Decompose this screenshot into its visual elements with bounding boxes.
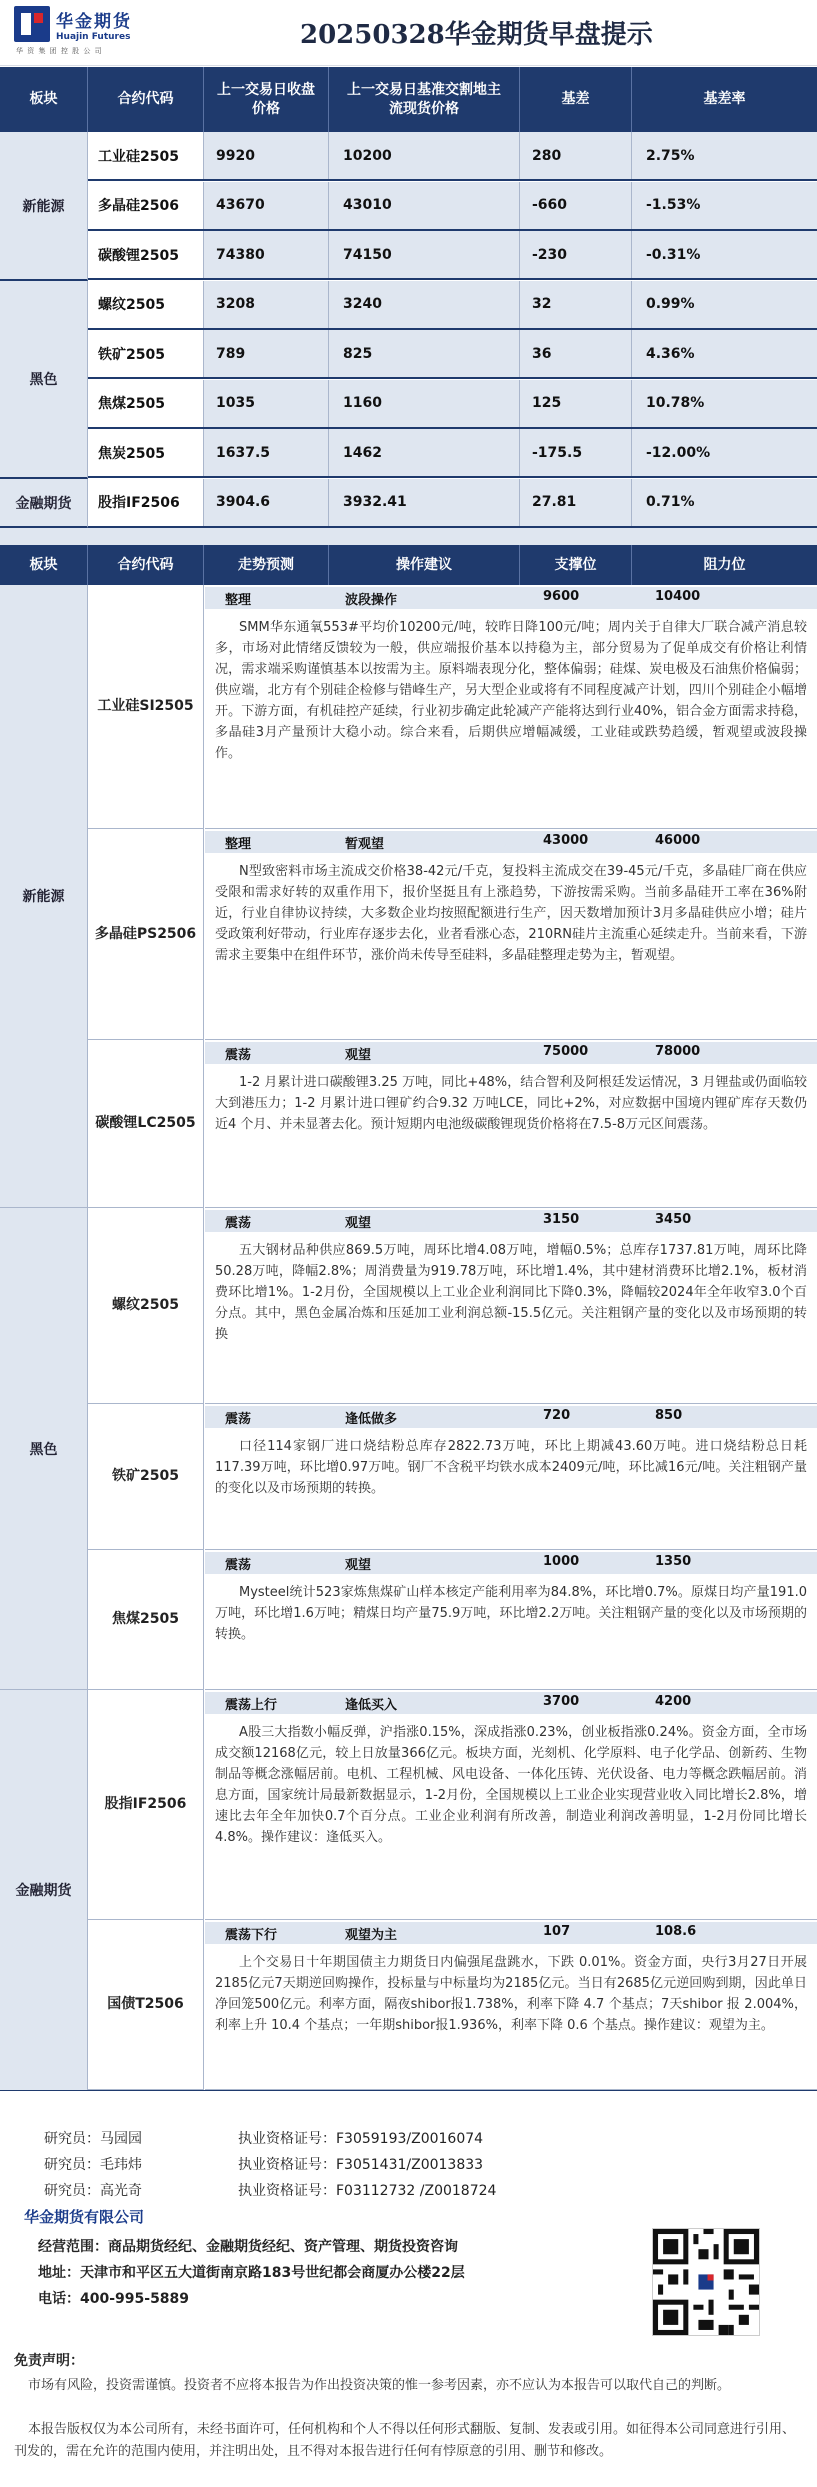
product-label <box>88 1920 204 2090</box>
resistance-level: 10400 <box>655 589 701 604</box>
operation-advice: 观望为主 <box>345 1928 398 1943</box>
disclaimer-risk: 市场有风险，投资需谨慎。投资者不应将本报告为作出投资决策的惟一参考因素，亦不应认为本报告可以取代自己的判断。 <box>28 2378 731 2393</box>
resistance-level: 46000 <box>655 833 701 848</box>
contract-code: 铁矿2505 <box>88 330 204 377</box>
basis-rate: 4.36% <box>646 345 695 362</box>
header-code: 合约代码 <box>88 67 204 132</box>
footer-company: 华金期货有限公司 <box>24 2208 145 2226</box>
basis-value: -175.5 <box>520 429 632 476</box>
group-new-energy: 新能源 <box>0 132 88 281</box>
operation-advice: 逢低做多 <box>345 1412 398 1427</box>
support-level: 3700 <box>543 1694 580 1709</box>
spot-price: 1160 <box>329 380 520 427</box>
product-label <box>88 585 204 829</box>
basis-rate: -12.00% <box>646 444 711 461</box>
basis-table-row <box>88 479 817 528</box>
row-divider <box>205 1403 817 1404</box>
support-level: 3150 <box>543 1212 580 1227</box>
basis-rate: 2.75% <box>646 147 695 164</box>
product-code: LC2505 <box>137 1115 196 1131</box>
trend-forecast: 震荡 <box>225 1048 252 1063</box>
support-level: 720 <box>543 1408 571 1423</box>
row-divider <box>205 1549 817 1550</box>
product-name: 股指IF2506 <box>104 1796 187 1812</box>
researcher-3-cert: 执业资格证号：F03112732 /Z0018724 <box>238 2183 497 2199</box>
trend-forecast: 整理 <box>225 593 252 608</box>
forecast-bar <box>205 831 817 853</box>
header-spot: 上一交易日基准交割地主流现货价格 <box>329 67 520 132</box>
basis-value: -660 <box>520 182 632 229</box>
product-name: 螺纹2505 <box>112 1297 179 1313</box>
group-ferrous: 黑色 <box>0 281 88 479</box>
spot-price: 3932.41 <box>329 479 520 526</box>
forecast-bar <box>205 1692 817 1714</box>
row-divider <box>205 1207 817 1208</box>
product-code: SI2505 <box>139 698 194 714</box>
company-name-cn: 华金期货 <box>56 11 132 32</box>
product-label <box>88 829 204 1040</box>
analysis-text: N型致密料市场主流成交价格38-42元/千克，复投料主流成交在39-45元/千克，多晶硅厂商在供应受限和需求好转的双重作用下，报价坚挺且有上涨趋势，下游按需采购。当前多晶硅开工率在36%附近，行业自律协议持续，大多数企业均按照配额进行生产，因天数增加预计3月多晶硅供应小增；硅片受政策利好带动，行业库存逐步去化，业者看涨心态，210RN硅片主流重心延续走升。当前来看，下游需求主要集中在组件环节，涨价尚未传导至硅料，多晶硅整理走势为主，暂观望。 <box>215 864 807 963</box>
strategy-table-header <box>0 545 817 585</box>
spot-price: 74150 <box>329 231 520 278</box>
header-sector: 板块 <box>0 67 88 132</box>
group2-financial: 金融期货 <box>0 1690 88 2090</box>
operation-advice: 逢低买入 <box>345 1698 398 1713</box>
researcher-2-name: 研究员：毛玮炜 <box>44 2157 142 2173</box>
resistance-level: 3450 <box>655 1212 692 1227</box>
row-divider <box>205 828 817 829</box>
product-name: 国债T2506 <box>107 1996 184 2012</box>
basis-table-row <box>88 132 817 181</box>
footer-phone: 电话：400-995-5889 <box>38 2291 190 2307</box>
product-name: 焦煤2505 <box>112 1611 179 1627</box>
forecast-bar <box>205 587 817 609</box>
row-divider <box>205 1039 817 1040</box>
product-name: 碳酸锂 <box>95 1115 138 1131</box>
support-level: 9600 <box>543 589 580 604</box>
close-price: 789 <box>204 330 329 377</box>
product-label <box>88 1550 204 1690</box>
spot-price: 1462 <box>329 429 520 476</box>
support-level: 43000 <box>543 833 589 848</box>
resistance-level: 78000 <box>655 1044 701 1059</box>
page-title: 20250328华金期货早盘提示 <box>300 20 653 50</box>
spot-price: 3240 <box>329 281 520 328</box>
support-level: 75000 <box>543 1044 589 1059</box>
footer-scope: 经营范围：商品期货经纪、金融期货经纪、资产管理、期货投资咨询 <box>38 2239 458 2255</box>
basis-rate: 0.71% <box>646 494 695 510</box>
basis-value: 125 <box>520 380 632 427</box>
header2-code: 合约代码 <box>88 545 204 585</box>
disclaimer-copyright: 本报告版权仅为本公司所有，未经书面许可，任何机构和个人不得以任何形式翻版、复制、发表或引用。如征得本公司同意进行引用、刊发的，需在允许的范围内使用，并注明出处，且不得对本报告进行任何有悖原意的引用、删节和修改。 <box>14 2422 796 2459</box>
researcher-3-name: 研究员：高光奇 <box>44 2183 142 2199</box>
product-label <box>88 1404 204 1550</box>
product-name: 多晶硅 <box>94 925 137 942</box>
support-level: 107 <box>543 1924 571 1939</box>
contract-code: 螺纹2505 <box>88 281 204 328</box>
support-level: 1000 <box>543 1554 580 1569</box>
product-label <box>88 1690 204 1920</box>
forecast-bar <box>205 1552 817 1574</box>
basis-table-header <box>0 67 817 132</box>
contract-code: 焦炭2505 <box>88 429 204 476</box>
group-financial: 金融期货 <box>0 479 88 528</box>
basis-value: 36 <box>520 330 632 377</box>
analysis-text: 口径114家钢厂进口烧结粉总库存2822.73万吨，环比上期减43.60万吨。进口烧结粉总日耗117.39万吨，环比增0.97万吨。钢厂不含税平均铁水成本2409元/吨，环比减16元/吨。关注粗钢产量的变化以及市场预期的转换。 <box>215 1439 807 1496</box>
researcher-2-cert: 执业资格证号：F3051431/Z0013833 <box>238 2157 484 2173</box>
forecast-bar <box>205 1922 817 1944</box>
header-basis: 基差 <box>520 67 632 132</box>
researcher-1-cert: 执业资格证号：F3059193/Z0016074 <box>238 2131 484 2147</box>
basis-value: 27.81 <box>520 479 632 526</box>
disclaimer-title: 免责声明： <box>14 2353 84 2369</box>
analysis-text: 上个交易日十年期国债主力期货日内偏强尾盘跳水，下跌 0.01%。资金方面，央行3月27日开展2185亿元7天期逆回购操作，投标量与中标量均为2185亿元。当日有2685亿元逆回购到期，因此单日净回笼500亿元。利率方面，隔夜shibor报1.738%，利率下降 4.7 个基点；7天shibor 报 2.004%，利率上升 10.4 个基点；一年期shibor报1.936%，利率下降 0.6 个基点。操作建议：观望为主。 <box>215 1955 807 2033</box>
operation-advice: 观望 <box>345 1216 372 1231</box>
spot-price: 825 <box>329 330 520 377</box>
close-price: 1637.5 <box>204 429 329 476</box>
product-name: 铁矿2505 <box>112 1468 179 1484</box>
row-divider <box>205 1689 817 1690</box>
trend-forecast: 震荡 <box>225 1412 252 1427</box>
spot-price: 43010 <box>329 182 520 229</box>
basis-table-row <box>88 231 817 280</box>
header-close: 上一交易日收盘价格 <box>204 67 329 132</box>
product-label <box>88 1040 204 1208</box>
contract-code: 焦煤2505 <box>88 380 204 427</box>
group2-ferrous: 黑色 <box>0 1208 88 1690</box>
analysis-text: Mysteel统计523家炼焦煤矿山样本核定产能利用率为84.8%，环比增0.7%。原煤日均产量191.0万吨，环比增1.6万吨；精煤日均产量75.9万吨，环比增2.2万吨。关注粗钢产量的变化以及市场预期的转换。 <box>215 1585 807 1642</box>
header2-resistance: 阻力位 <box>703 556 746 573</box>
close-price: 1035 <box>204 380 329 427</box>
analysis-text: SMM华东通氧553#平均价10200元/吨，较昨日降100元/吨；周内关于自律大厂联合减产消息较多，市场对此情绪反馈较为一般，供应端报价基本以持稳为主，部分贸易为了促单成交有价格让利情况，需求端采购谨慎基本以按需为主。原料端表现分化，整体偏弱；硅煤、炭电极及石油焦价格偏弱；供应端，北方有个别硅企检修与错峰生产，另大型企业或将有不同程度减产计划，四川个别硅企小幅增开。下游方面，有机硅控产延续，行业初步确定此轮减产产能将达到行业40%，铝合金方面需求持稳，多晶硅3月产量预计大稳小动。综合来看，后期供应增幅减缓，工业硅或跌势趋缓，暂观望或波段操作。 <box>215 620 807 761</box>
product-code: PS2506 <box>136 925 197 942</box>
basis-table-row <box>88 429 817 478</box>
page-header <box>0 0 817 66</box>
contract-code: 多晶硅2506 <box>88 182 204 229</box>
basis-rate: 0.99% <box>646 296 695 312</box>
contract-code: 碳酸锂2505 <box>88 231 204 278</box>
operation-advice: 波段操作 <box>345 593 398 608</box>
trend-forecast: 震荡 <box>225 1216 252 1231</box>
group2-new-energy: 新能源 <box>0 585 88 1208</box>
header2-trend: 走势预测 <box>204 545 329 585</box>
basis-value: -230 <box>520 231 632 278</box>
company-logo-mark-icon <box>14 6 50 42</box>
product-name: 工业硅 <box>97 698 140 714</box>
header2-sector: 板块 <box>0 545 88 585</box>
header-basis-rate: 基差率 <box>703 91 746 108</box>
company-name-en: Huajin Futures <box>56 31 131 42</box>
footer-address: 地址：天津市和平区五大道街南京路183号世纪都会商厦办公楼22层 <box>38 2265 465 2281</box>
trend-forecast: 震荡 <box>225 1558 252 1573</box>
table-gap <box>0 528 817 545</box>
resistance-level: 4200 <box>655 1694 692 1709</box>
close-price: 74380 <box>204 231 329 278</box>
forecast-bar <box>205 1042 817 1064</box>
basis-rate: -0.31% <box>646 246 701 263</box>
forecast-bar <box>205 1406 817 1428</box>
trend-forecast: 整理 <box>225 837 252 852</box>
operation-advice: 观望 <box>345 1048 372 1063</box>
researcher-1-name: 研究员：马园园 <box>44 2131 142 2147</box>
resistance-level: 1350 <box>655 1554 692 1569</box>
trend-forecast: 震荡下行 <box>225 1928 278 1943</box>
basis-table-row <box>88 380 817 429</box>
spot-price: 10200 <box>329 132 520 179</box>
resistance-level: 108.6 <box>655 1924 697 1939</box>
resistance-level: 850 <box>655 1408 683 1423</box>
basis-table-row <box>88 281 817 330</box>
basis-value: 280 <box>520 132 632 179</box>
basis-rate: 10.78% <box>646 395 705 411</box>
basis-value: 32 <box>520 281 632 328</box>
company-tagline: 华 资 集 团 控 股 公 司 <box>16 47 103 55</box>
trend-forecast: 震荡上行 <box>225 1698 278 1713</box>
company-logo <box>14 6 132 42</box>
analysis-text: A股三大指数小幅反弹，沪指涨0.15%，深成指涨0.23%，创业板指涨0.24%。资金方面，全市场成交额12168亿元，较上日放量366亿元。板块方面，光刻机、化学原料、电子化学品、创新药、生物制品等概念涨幅居前。电机、工程机械、风电设备、一体化压铸、光伏设备、电力等概念跌幅居前。消息方面，国家统计局最新数据显示，1-2月份，全国规模以上工业企业实现营业收入同比增长2.8%，增速比去年全年加快0.7个百分点。工业企业利润有所改善，制造业利润改善明显，1-2月份同比增长4.8%。操作建议：逢低买入。 <box>215 1725 807 1845</box>
contract-code: 股指IF2506 <box>88 479 204 526</box>
contract-code: 工业硅2505 <box>88 132 204 179</box>
close-price: 9920 <box>204 132 329 179</box>
qr-code-icon <box>652 2228 760 2336</box>
basis-table-row <box>88 330 817 379</box>
header2-advice: 操作建议 <box>329 545 520 585</box>
analysis-text: 1-2 月累计进口碳酸锂3.25 万吨，同比+48%，结合智利及阿根廷发运情况，3 月锂盐或仍面临较大到港压力；1-2 月累计进口锂矿约合9.32 万吨LCE，同比+2%，对应数据中国境内锂矿库存天数仍近4 个月、并未显著去化。预计短期内电池级碳酸锂现货价格将在7.5-8万元区间震荡。 <box>215 1075 807 1132</box>
operation-advice: 暂观望 <box>345 837 385 852</box>
header2-support: 支撑位 <box>520 545 632 585</box>
basis-rate: -1.53% <box>646 197 701 213</box>
product-label <box>88 1208 204 1404</box>
close-price: 3208 <box>204 281 329 328</box>
row-divider <box>205 1919 817 1920</box>
forecast-bar <box>205 1210 817 1232</box>
analysis-text: 五大钢材品种供应869.5万吨，周环比增4.08万吨，增幅0.5%；总库存1737.81万吨，周环比降50.28万吨，降幅2.8%；周消费量为919.78万吨，环比增1.4%，其中建材消费环比增2.1%，板材消费环比增1%。1-2月份，全国规模以上工业企业利润同比下降0.3%，降幅较2024年全年收窄3.0个百分点。其中，黑色金属冶炼和压延加工业利润总额-15.5亿元。关注粗钢产量的变化以及市场预期的转换 <box>215 1243 807 1342</box>
basis-table-row <box>88 182 817 231</box>
operation-advice: 观望 <box>345 1558 372 1573</box>
close-price: 3904.6 <box>204 479 329 526</box>
close-price: 43670 <box>204 182 329 229</box>
